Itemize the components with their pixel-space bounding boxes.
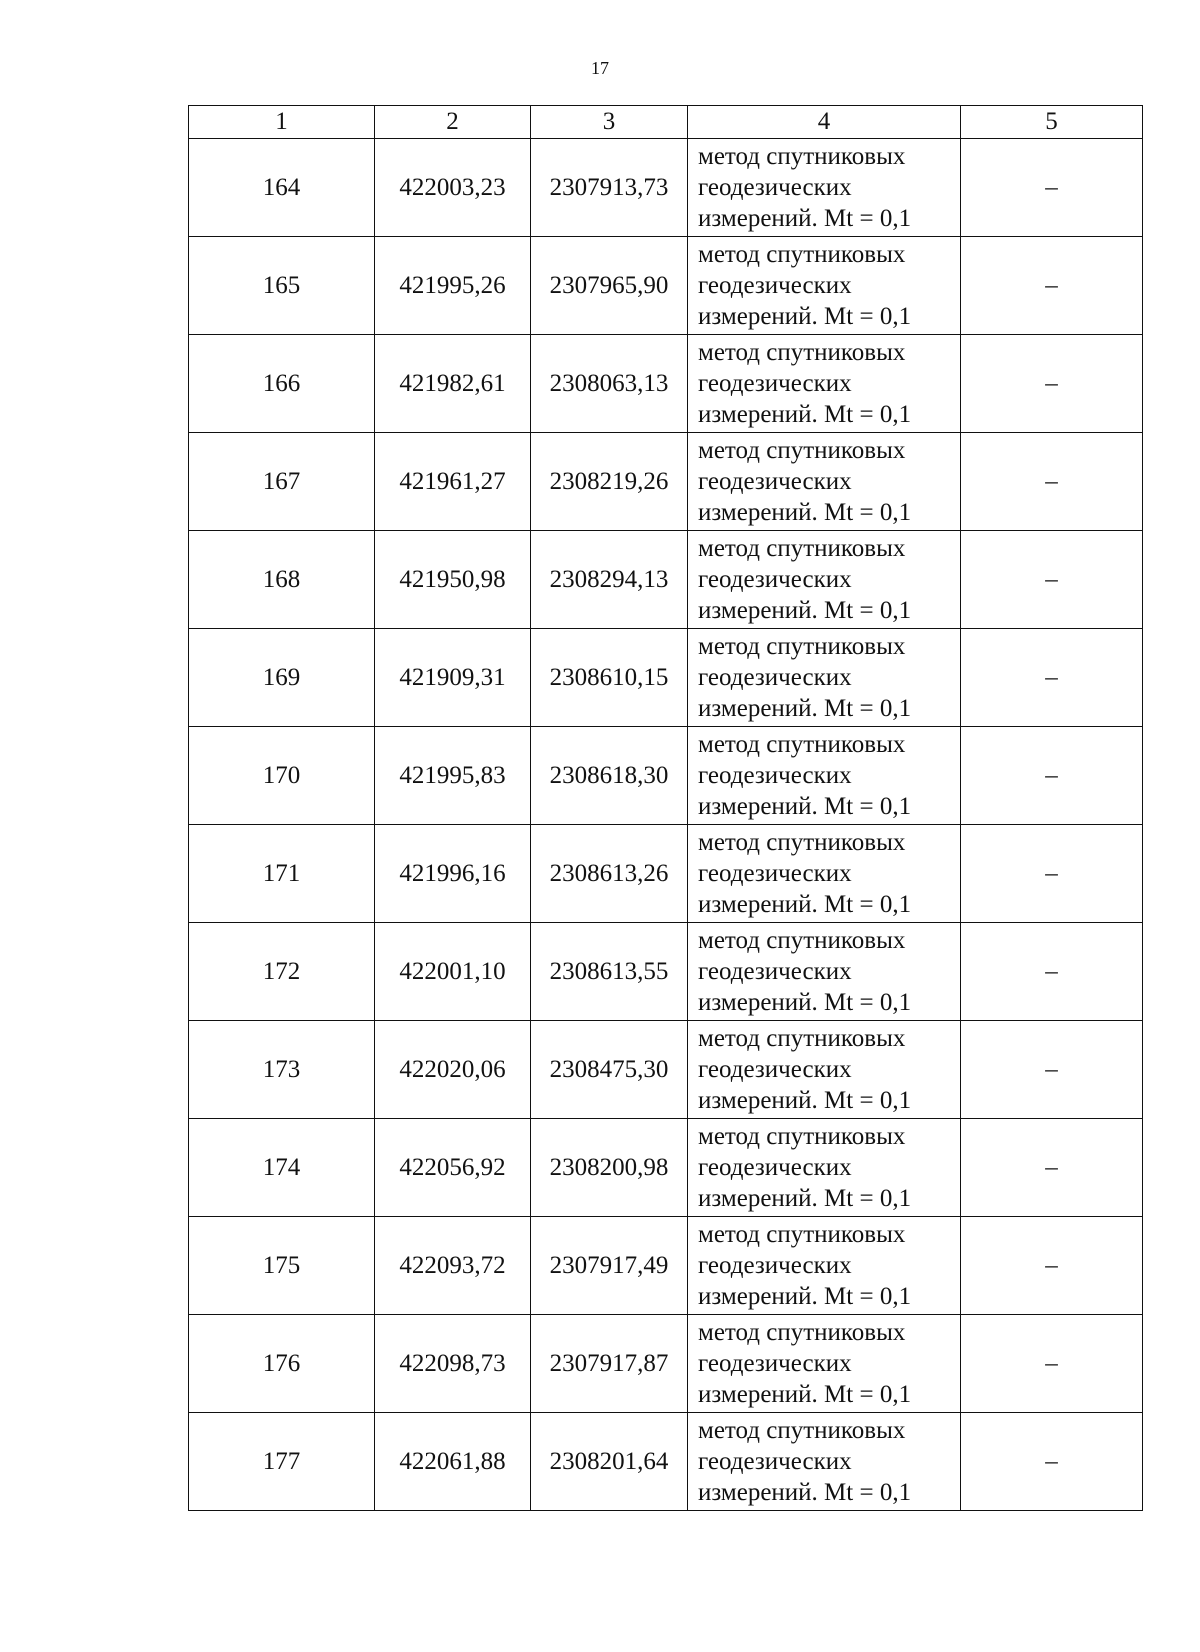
column-header-3: 3 xyxy=(531,106,688,139)
method-line-1: метод спутниковых xyxy=(698,829,906,856)
method-line-1: метод спутниковых xyxy=(698,731,906,758)
table-row xyxy=(189,825,1143,923)
x-coordinate-cell: 422061,88 xyxy=(375,1413,531,1511)
point-number-cell: 175 xyxy=(189,1217,375,1315)
x-coordinate-cell: 422020,06 xyxy=(375,1021,531,1119)
y-coordinate-cell: 2308200,98 xyxy=(531,1119,688,1217)
table-row xyxy=(189,433,1143,531)
method-line-3: измерений. Mt = 0,1 xyxy=(698,695,912,722)
table-row xyxy=(189,531,1143,629)
point-number-cell: 177 xyxy=(189,1413,375,1511)
y-coordinate-cell: 2308613,55 xyxy=(531,923,688,1021)
method-line-3: измерений. Mt = 0,1 xyxy=(698,499,912,526)
method-line-3: измерений. Mt = 0,1 xyxy=(698,1087,912,1114)
method-line-1: метод спутниковых xyxy=(698,143,906,170)
note-cell: – xyxy=(961,1119,1143,1217)
point-number-cell: 168 xyxy=(189,531,375,629)
note-cell: – xyxy=(961,237,1143,335)
point-number-cell: 172 xyxy=(189,923,375,1021)
method-line-3: измерений. Mt = 0,1 xyxy=(698,793,912,820)
note-cell: – xyxy=(961,1217,1143,1315)
method-line-3: измерений. Mt = 0,1 xyxy=(698,1381,912,1408)
x-coordinate-cell: 421995,83 xyxy=(375,727,531,825)
note-cell: – xyxy=(961,825,1143,923)
method-cell xyxy=(688,825,961,923)
column-header-4: 4 xyxy=(688,106,961,139)
column-header-5: 5 xyxy=(961,106,1143,139)
y-coordinate-cell: 2308618,30 xyxy=(531,727,688,825)
note-cell: – xyxy=(961,923,1143,1021)
method-line-2: геодезических xyxy=(698,664,852,691)
column-header-2: 2 xyxy=(375,106,531,139)
method-line-1: метод спутниковых xyxy=(698,1123,906,1150)
note-cell: – xyxy=(961,335,1143,433)
point-number-cell: 176 xyxy=(189,1315,375,1413)
x-coordinate-cell: 422056,92 xyxy=(375,1119,531,1217)
note-cell: – xyxy=(961,531,1143,629)
method-cell xyxy=(688,923,961,1021)
x-coordinate-cell: 421982,61 xyxy=(375,335,531,433)
x-coordinate-cell: 422001,10 xyxy=(375,923,531,1021)
method-line-2: геодезических xyxy=(698,272,852,299)
y-coordinate-cell: 2308613,26 xyxy=(531,825,688,923)
y-coordinate-cell: 2308294,13 xyxy=(531,531,688,629)
table-row xyxy=(189,1021,1143,1119)
y-coordinate-cell: 2308475,30 xyxy=(531,1021,688,1119)
table-row xyxy=(189,1217,1143,1315)
point-number-cell: 173 xyxy=(189,1021,375,1119)
point-number-cell: 174 xyxy=(189,1119,375,1217)
column-header-1: 1 xyxy=(189,106,375,139)
table-row xyxy=(189,727,1143,825)
method-line-2: геодезических xyxy=(698,468,852,495)
method-line-1: метод спутниковых xyxy=(698,1221,906,1248)
method-line-2: геодезических xyxy=(698,1448,852,1475)
method-line-2: геодезических xyxy=(698,1154,852,1181)
note-cell: – xyxy=(961,433,1143,531)
point-number-cell: 170 xyxy=(189,727,375,825)
method-cell xyxy=(688,1413,961,1511)
method-line-1: метод спутниковых xyxy=(698,241,906,268)
table-header xyxy=(189,106,1143,139)
method-line-3: измерений. Mt = 0,1 xyxy=(698,303,912,330)
method-line-3: измерений. Mt = 0,1 xyxy=(698,891,912,918)
method-cell xyxy=(688,237,961,335)
y-coordinate-cell: 2307913,73 xyxy=(531,139,688,237)
method-line-3: измерений. Mt = 0,1 xyxy=(698,989,912,1016)
method-line-1: метод спутниковых xyxy=(698,633,906,660)
y-coordinate-cell: 2308063,13 xyxy=(531,335,688,433)
x-coordinate-cell: 421996,16 xyxy=(375,825,531,923)
note-cell: – xyxy=(961,139,1143,237)
method-cell xyxy=(688,531,961,629)
note-cell: – xyxy=(961,1315,1143,1413)
x-coordinate-cell: 422003,23 xyxy=(375,139,531,237)
method-line-2: геодезических xyxy=(698,566,852,593)
method-line-1: метод спутниковых xyxy=(698,1319,906,1346)
method-cell xyxy=(688,139,961,237)
method-line-3: измерений. Mt = 0,1 xyxy=(698,1185,912,1212)
note-cell: – xyxy=(961,629,1143,727)
method-line-1: метод спутниковых xyxy=(698,1025,906,1052)
point-number-cell: 171 xyxy=(189,825,375,923)
method-cell xyxy=(688,727,961,825)
method-line-1: метод спутниковых xyxy=(698,339,906,366)
method-line-1: метод спутниковых xyxy=(698,535,906,562)
method-line-2: геодезических xyxy=(698,958,852,985)
y-coordinate-cell: 2307917,49 xyxy=(531,1217,688,1315)
method-cell xyxy=(688,629,961,727)
y-coordinate-cell: 2307917,87 xyxy=(531,1315,688,1413)
table-row xyxy=(189,1413,1143,1511)
point-number-cell: 169 xyxy=(189,629,375,727)
table-row xyxy=(189,1315,1143,1413)
method-line-3: измерений. Mt = 0,1 xyxy=(698,401,912,428)
x-coordinate-cell: 421995,26 xyxy=(375,237,531,335)
point-number-cell: 164 xyxy=(189,139,375,237)
point-number-cell: 166 xyxy=(189,335,375,433)
y-coordinate-cell: 2307965,90 xyxy=(531,237,688,335)
method-line-3: измерений. Mt = 0,1 xyxy=(698,1479,912,1506)
x-coordinate-cell: 421909,31 xyxy=(375,629,531,727)
point-number-cell: 167 xyxy=(189,433,375,531)
x-coordinate-cell: 422098,73 xyxy=(375,1315,531,1413)
method-line-1: метод спутниковых xyxy=(698,1417,906,1444)
table-row xyxy=(189,237,1143,335)
x-coordinate-cell: 421950,98 xyxy=(375,531,531,629)
method-line-2: геодезических xyxy=(698,1350,852,1377)
table-row xyxy=(189,335,1143,433)
point-number-cell: 165 xyxy=(189,237,375,335)
method-cell xyxy=(688,1217,961,1315)
y-coordinate-cell: 2308219,26 xyxy=(531,433,688,531)
method-line-2: геодезических xyxy=(698,174,852,201)
method-line-3: измерений. Mt = 0,1 xyxy=(698,1283,912,1310)
y-coordinate-cell: 2308610,15 xyxy=(531,629,688,727)
method-cell xyxy=(688,1021,961,1119)
method-line-2: геодезических xyxy=(698,860,852,887)
method-cell xyxy=(688,433,961,531)
table-row xyxy=(189,1119,1143,1217)
method-cell xyxy=(688,1315,961,1413)
method-line-1: метод спутниковых xyxy=(698,927,906,954)
note-cell: – xyxy=(961,1413,1143,1511)
method-line-3: измерений. Mt = 0,1 xyxy=(698,597,912,624)
table-row xyxy=(189,139,1143,237)
method-line-2: геодезических xyxy=(698,1252,852,1279)
note-cell: – xyxy=(961,1021,1143,1119)
x-coordinate-cell: 421961,27 xyxy=(375,433,531,531)
note-cell: – xyxy=(961,727,1143,825)
header-row xyxy=(189,106,1143,139)
table-body xyxy=(189,139,1143,1511)
method-cell xyxy=(688,335,961,433)
method-line-3: измерений. Mt = 0,1 xyxy=(698,205,912,232)
method-line-2: геодезических xyxy=(698,1056,852,1083)
method-line-2: геодезических xyxy=(698,370,852,397)
method-cell xyxy=(688,1119,961,1217)
page-number: 17 xyxy=(591,58,609,78)
table-row xyxy=(189,923,1143,1021)
y-coordinate-cell: 2308201,64 xyxy=(531,1413,688,1511)
x-coordinate-cell: 422093,72 xyxy=(375,1217,531,1315)
coordinates-table xyxy=(188,105,1143,1511)
table-row xyxy=(189,629,1143,727)
method-line-2: геодезических xyxy=(698,762,852,789)
method-line-1: метод спутниковых xyxy=(698,437,906,464)
